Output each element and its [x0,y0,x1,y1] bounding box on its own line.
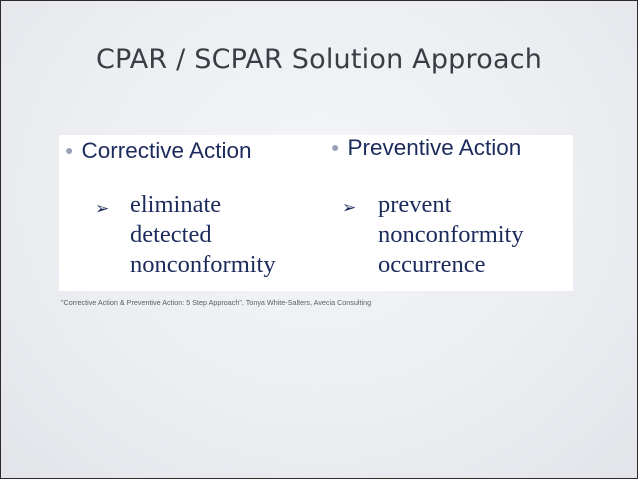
corrective-action-description [130,190,276,280]
description-line: occurrence [378,251,486,278]
arrow-bullet-icon: ➢ [95,199,110,219]
preventive-action-description [378,190,524,280]
bullet-dot-icon: ● [65,142,74,159]
preventive-action-label: Preventive Action [347,135,522,160]
description-line: eliminate [130,191,222,218]
description-line: detected [130,221,212,248]
description-line: prevent [378,191,452,218]
description-line: nonconformity [130,251,276,278]
slide-title: CPAR / SCPAR Solution Approach [95,44,543,75]
source-citation: "Corrective Action & Preventive Action: 5 Step Approach", Tonya White-Salters, Avecia Consulting [61,298,372,307]
corrective-action-heading [65,138,252,164]
preventive-action-heading [331,135,521,161]
arrow-bullet-icon: ➢ [342,198,357,218]
corrective-action-label: Corrective Action [81,138,252,163]
bullet-dot-icon: ● [331,139,340,156]
action-comparison-figure [59,135,573,291]
description-line: nonconformity [378,221,524,248]
